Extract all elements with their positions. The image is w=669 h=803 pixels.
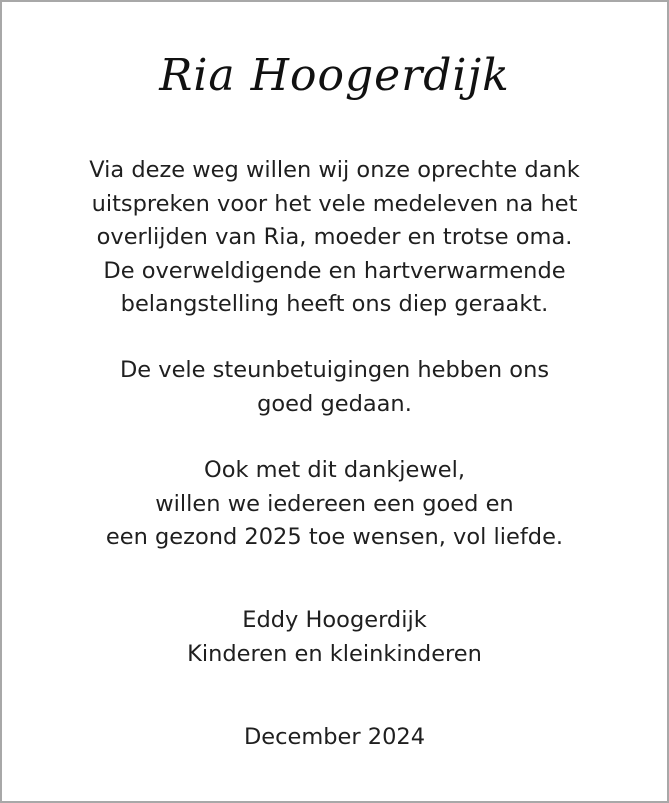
signature bbox=[2, 604, 667, 671]
text-line: een gezond 2025 toe wensen, vol liefde. bbox=[105, 524, 564, 550]
signature-name: Eddy Hoogerdijk bbox=[242, 607, 427, 633]
paragraph-thanks bbox=[2, 154, 667, 322]
text-line: De overweldigende en hartverwarmende bbox=[103, 257, 566, 284]
paragraph-wishes bbox=[2, 454, 667, 555]
text-line: uitspreken voor het vele medeleven na het bbox=[91, 190, 578, 217]
date-line bbox=[2, 721, 667, 755]
paragraph-support bbox=[2, 354, 667, 421]
text-line: willen we iedereen een goed en bbox=[155, 490, 514, 517]
text-line: Ook met dit dankjewel, bbox=[203, 457, 465, 483]
text-line: belangstelling heeft ons diep geraakt. bbox=[120, 291, 549, 317]
text-line: overlijden van Ria, moeder en trotse oma. bbox=[96, 224, 573, 250]
text-line: goed gedaan. bbox=[257, 390, 412, 417]
signature-family: Kinderen en kleinkinderen bbox=[187, 640, 482, 667]
page-title: Ria Hoogerdijk bbox=[159, 50, 510, 101]
text-line: Via deze weg willen wij onze oprechte dank bbox=[89, 157, 580, 183]
text-line: De vele steunbetuigingen hebben ons bbox=[119, 357, 550, 383]
date-text: December 2024 bbox=[243, 724, 426, 750]
